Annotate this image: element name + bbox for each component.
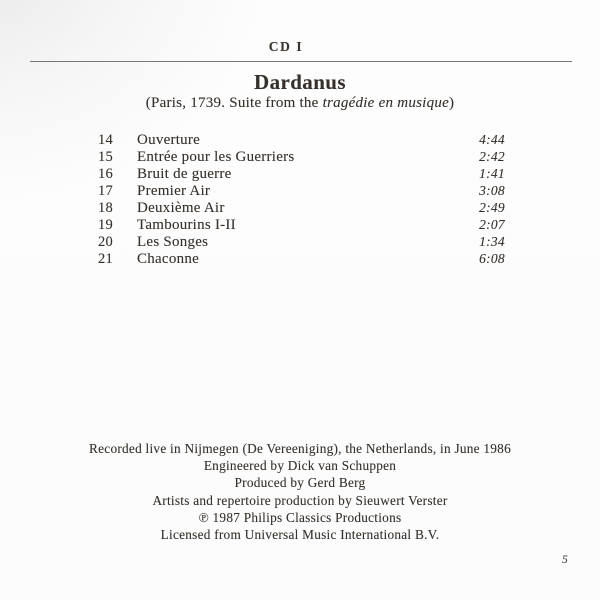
credit-line-licensed: Licensed from Universal Music International B.V. xyxy=(160,527,440,543)
track-row xyxy=(95,182,513,199)
subtitle-italic: tragédie en musique xyxy=(322,95,449,111)
track-duration: 1:34 xyxy=(479,234,505,249)
track-duration: 6:08 xyxy=(479,251,505,266)
track-title: Premier Air xyxy=(137,183,211,199)
credit-line-engineered: Engineered by Dick van Schuppen xyxy=(203,458,397,474)
work-title: Dardanus xyxy=(254,70,346,94)
track-duration: 2:07 xyxy=(479,217,505,232)
track-number: 16 xyxy=(98,166,113,182)
credits-block xyxy=(0,440,600,543)
track-title: Les Songes xyxy=(137,234,209,250)
track-duration: 2:49 xyxy=(479,200,505,215)
track-duration: 1:41 xyxy=(479,166,505,181)
track-list xyxy=(95,131,513,267)
track-number: 14 xyxy=(98,132,113,148)
track-title: Bruit de guerre xyxy=(137,166,232,182)
track-number: 20 xyxy=(98,234,113,250)
track-title: Entrée pour les Guerriers xyxy=(137,149,295,165)
track-duration: 3:08 xyxy=(479,183,505,198)
subtitle-prefix: (Paris, 1739. Suite from the xyxy=(145,95,323,111)
credit-line-produced: Produced by Gerd Berg xyxy=(234,475,366,491)
track-title: Chaconne xyxy=(137,251,199,267)
track-row xyxy=(95,250,513,267)
track-row xyxy=(95,199,513,216)
track-duration: 2:42 xyxy=(479,149,505,164)
track-duration: 4:44 xyxy=(479,132,505,147)
header-rule xyxy=(30,61,572,62)
track-number: 21 xyxy=(98,251,113,267)
track-title: Tambourins I-II xyxy=(137,217,236,233)
track-number: 17 xyxy=(98,183,113,199)
track-row xyxy=(95,148,513,165)
track-title: Deuxième Air xyxy=(137,200,225,216)
cd-header-label: CD I xyxy=(268,39,304,54)
subtitle-suffix: ) xyxy=(448,95,455,111)
track-number: 18 xyxy=(98,200,113,216)
track-row xyxy=(95,216,513,233)
track-row xyxy=(95,131,513,148)
track-number: 15 xyxy=(98,149,113,165)
track-title: Ouverture xyxy=(137,132,201,148)
credit-line-repertoire: Artists and repertoire production by Sieuwert Verster xyxy=(152,492,448,508)
work-subtitle xyxy=(0,95,600,112)
track-number: 19 xyxy=(98,217,113,233)
page-number: 5 xyxy=(562,554,568,566)
credit-line-recorded: Recorded live in Nijmegen (De Vereeniging), the Netherlands, in June 1986 xyxy=(89,441,511,456)
credit-line-copyright: ℗ 1987 Philips Classics Productions xyxy=(198,509,402,525)
track-row xyxy=(95,165,513,182)
track-row xyxy=(95,233,513,250)
